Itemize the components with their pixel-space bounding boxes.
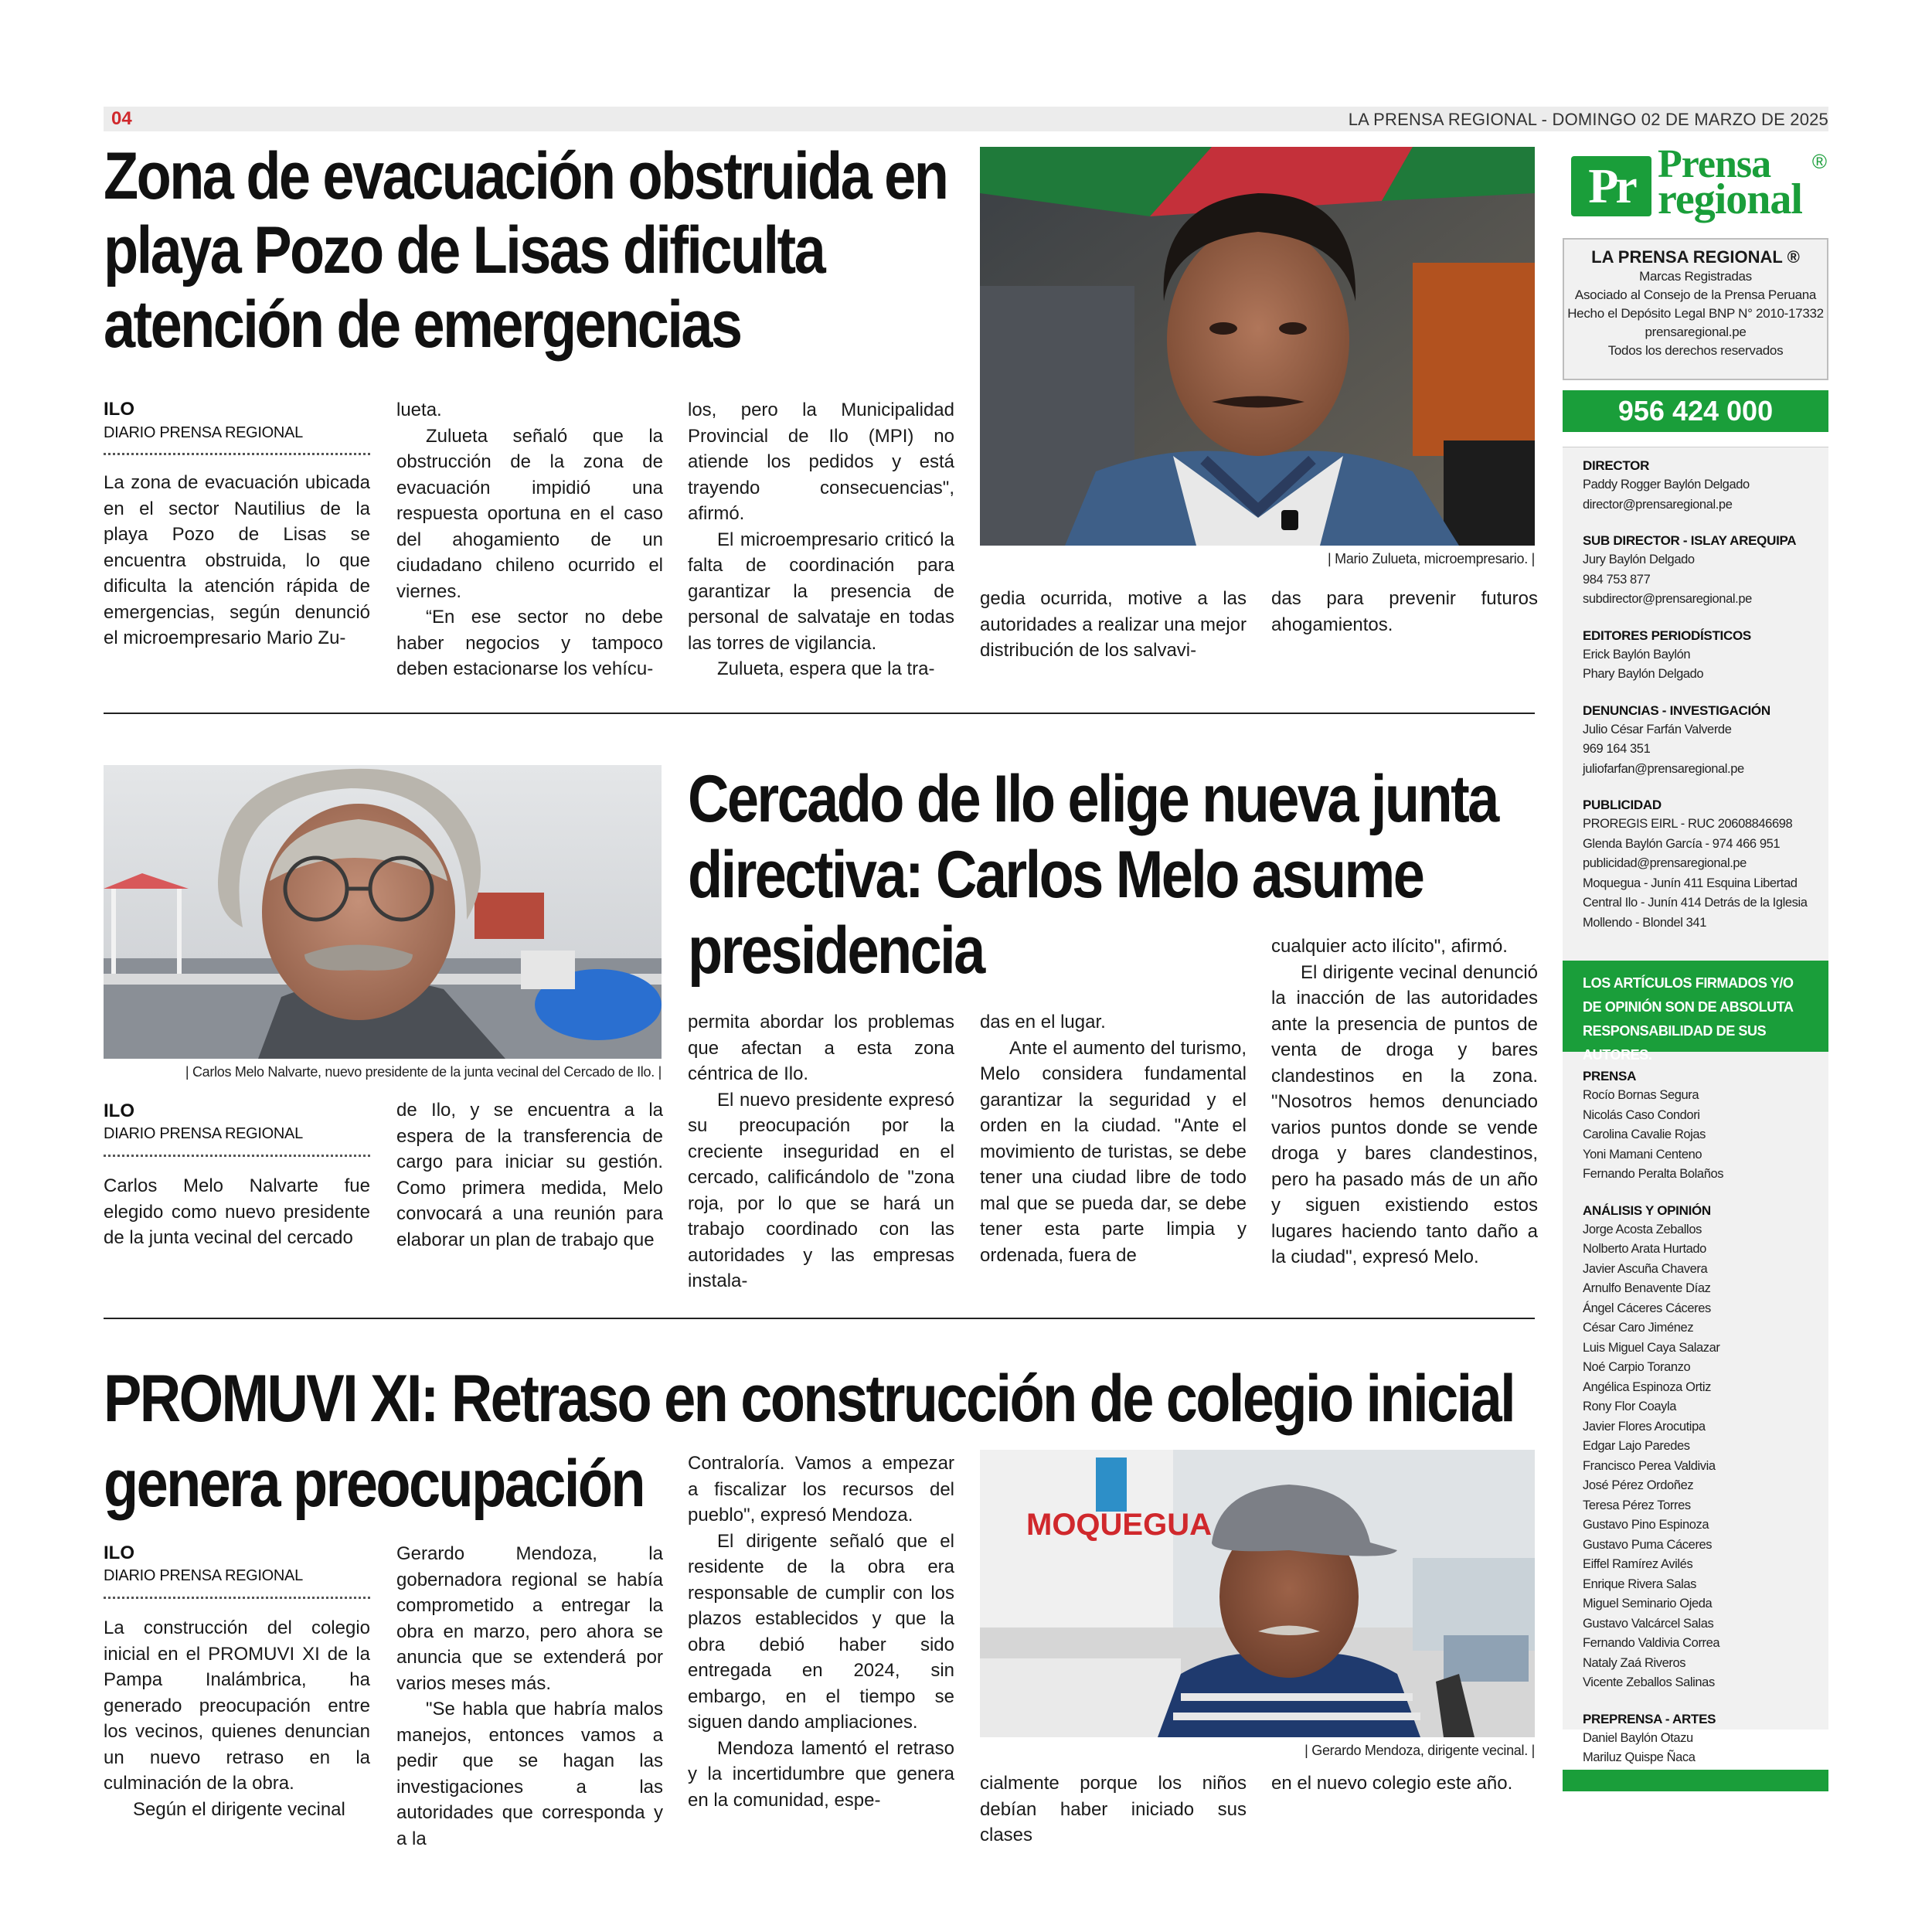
disclaimer-banner [1563, 961, 1828, 1063]
publication-date-line: LA PRENSA REGIONAL - DOMINGO 02 DE MARZO DE 2025 [1348, 110, 1828, 129]
staff-section [1583, 702, 1822, 780]
masthead-title [1564, 247, 1827, 267]
staff-line: César Caro Jiménez [1583, 1321, 1694, 1335]
sidebar-bottom-bar [1563, 1770, 1828, 1791]
body-paragraph: en el nuevo colegio este año. [1271, 1773, 1513, 1794]
body-paragraph: das en el lugar. [980, 1012, 1106, 1032]
staff-section [1583, 457, 1822, 515]
body-paragraph: lueta. [396, 400, 442, 420]
body-paragraph: Gerardo Mendoza, la gobernadora regional se había comprometido a entregar la obra en marzo, pero ahora se anuncia que se extenderá por varios meses más. [396, 1543, 663, 1694]
article2-column-3 [688, 1009, 954, 1294]
staff-line: Mollendo - Blondel 341 [1583, 915, 1706, 930]
carlos-melo-photo [104, 765, 662, 1059]
body-paragraph: Mendoza lamentó el retraso y la incertidumbre que genera en la comunidad, espe- [688, 1737, 954, 1811]
disclaimer-text: LOS ARTÍCULOS FIRMADOS Y/O DE OPINIÓN SON DE ABSOLUTA RESPONSABILIDAD DE SUS AUTORES. [1583, 975, 1794, 1063]
mario-zulueta-photo [980, 147, 1535, 546]
article2-location: ILO [104, 1100, 134, 1121]
article1-column-2 [396, 397, 663, 682]
staff-line: Noé Carpio Toranzo [1583, 1360, 1691, 1374]
article2-headline: Cercado de Ilo elige nueva junta directiva: Carlos Melo asume presidencia [688, 762, 1498, 988]
staff-line: Jury Baylón Delgado [1583, 553, 1695, 566]
body-paragraph: El dirigente señaló que el residente de la obra era responsable de cumplir con los plazos establecidos y que la obra debió haber sido entregada en 2024, sin embargo, en el tiempo se siguen dando ampliaciones. [688, 1530, 954, 1733]
article3-column-2 [396, 1541, 663, 1852]
staff-line: Javier Flores Arocutipa [1583, 1419, 1706, 1434]
prensa-regional-logo [1565, 142, 1828, 224]
article1-headline: Zona de evacuación obstruida en playa Pozo de Lisas dificulta atención de emergencias [104, 139, 947, 362]
staff-section-label: DENUNCIAS - INVESTIGACIÓN [1583, 702, 1770, 718]
registered-mark-icon: ® [1787, 247, 1800, 267]
staff-line: Gustavo Valcárcel Salas [1583, 1616, 1714, 1631]
body-paragraph: El nuevo presidente expresó su preocupación por la creciente inseguridad en el cercado, calificándolo de "zona roja, por lo que se hará un trabajo coordinado con las autoridades y las empresas instala- [688, 1089, 954, 1291]
staff-line: Javier Ascuña Chavera [1583, 1261, 1708, 1276]
staff-line: Carolina Cavalie Rojas [1583, 1128, 1706, 1141]
staff-line: Nataly Zaá Riveros [1583, 1655, 1686, 1670]
body-paragraph: los, pero la Municipalidad Provincial de Ilo (MPI) no atiende los pedidos y está trayendo consecuencias", afirmó. [688, 400, 954, 524]
staff-section [1583, 1202, 1822, 1693]
staff-line: publicidad@prensaregional.pe [1583, 856, 1747, 870]
staff-line: Erick Baylón Baylón [1583, 647, 1691, 662]
staff-line: Enrique Rivera Salas [1583, 1577, 1696, 1591]
staff-line: Moquegua - Junín 411 Esquina Libertad [1583, 876, 1798, 890]
staff-line: Gustavo Puma Cáceres [1583, 1537, 1713, 1552]
article3-column-5 [1271, 1770, 1538, 1797]
staff-line: Fernando Peralta Bolaños [1583, 1167, 1724, 1181]
info-line: Hecho el Depósito Legal BNP N° 2010-17332 [1567, 306, 1824, 321]
section-divider-1 [104, 713, 1535, 714]
info-line: Marcas Registradas [1639, 269, 1752, 284]
article3-photo-caption: | Gerardo Mendoza, dirigente vecinal. | [1304, 1743, 1535, 1758]
staff-line: Miguel Seminario Ojeda [1583, 1597, 1713, 1611]
article1-column-3 [688, 397, 954, 682]
staff-directory [1563, 447, 1828, 1764]
article3-headline-line1: PROMUVI XI: Retraso en construcción de colegio inicial [104, 1362, 1515, 1436]
staff-section [1583, 796, 1822, 933]
info-line: Asociado al Consejo de la Prensa Peruana [1574, 287, 1817, 302]
body-paragraph: "Se habla que habría malos manejos, entonces vamos a pedir que se hagan las investigaciones a las autoridades que corresponda y a la [396, 1699, 663, 1849]
info-line: Todos los derechos reservados [1607, 343, 1784, 358]
staff-line: Angélica Espinoza Ortiz [1583, 1379, 1711, 1394]
staff-line: José Pérez Ordoñez [1583, 1478, 1694, 1492]
body-paragraph: cialmente porque los niños debían haber iniciado sus clases [980, 1773, 1247, 1845]
body-paragraph: La zona de evacuación ubicada en el sector Nautilius de la playa Pozo de Lisas se encuentra obstruida, lo que dificulta la atención rápida de emergencias, según denunció el microempresario Mario Zu- [104, 472, 370, 648]
staff-section-label: PREPRENSA - ARTES [1583, 1711, 1716, 1726]
article2-photo [104, 765, 662, 1059]
staff-section-label: PUBLICIDAD [1583, 798, 1662, 812]
staff-line: Eiffel Ramírez Avilés [1583, 1557, 1693, 1571]
body-paragraph: El dirigente vecinal denunció la inacción de las autoridades ante la presencia de puntos de venta de droga y bares clandestinos en la zona. "Nosotros hemos denunciado varios puntos donde se vende droga y bares clandestinos, pero ha pasado más de un año y siguen existiendo estos lugares haciendo tanto daño a la ciudad", expresó Melo. [1271, 961, 1538, 1267]
article3-photo [980, 1450, 1535, 1737]
article1-source: DIARIO PRENSA REGIONAL [104, 424, 303, 441]
page-number: 04 [111, 108, 132, 129]
staff-line: Julio César Farfán Valverde [1583, 722, 1732, 736]
staff-section [1583, 627, 1822, 685]
staff-line: Vicente Zeballos Salinas [1583, 1675, 1715, 1689]
staff-line: Nicolás Caso Condori [1583, 1107, 1700, 1122]
article3-headline-line2: genera preocupación [104, 1447, 645, 1521]
staff-line: Francisco Perea Valdivia [1583, 1458, 1716, 1473]
body-paragraph: Ante el aumento del turismo, Melo considera fundamental garantizar la seguridad y el orden en la ciudad. "Ante el movimiento de turistas, se debe tener una ciudad libre de todo mal que se pueda dar, se debe tener esta parte limpia y ordenada, fuera de [980, 1037, 1247, 1266]
body-paragraph: permita abordar los problemas que afectan a esta zona céntrica de Ilo. [688, 1012, 954, 1084]
staff-line: Glenda Baylón García - 974 466 951 [1583, 836, 1781, 851]
article1-column-4 [980, 586, 1247, 664]
staff-sections-top [1583, 457, 1822, 950]
staff-line: Ángel Cáceres Cáceres [1583, 1301, 1711, 1315]
article2-source: DIARIO PRENSA REGIONAL [104, 1125, 303, 1142]
staff-section-label: DIRECTOR [1583, 458, 1650, 473]
body-paragraph: Carlos Melo Nalvarte fue elegido como nuevo presidente de la junta vecinal del cercado [104, 1175, 370, 1248]
body-paragraph: de Ilo, y se encuentra a la espera de la transferencia de cargo para iniciar su gestión. Como primera medida, Melo convocará a una reunión para elaborar un plan de trabajo que [396, 1100, 663, 1250]
article3-column-4 [980, 1770, 1247, 1849]
article2-dotted-rule [104, 1155, 370, 1157]
staff-line: Yoni Mamani Centeno [1583, 1147, 1702, 1162]
staff-line: Teresa Pérez Torres [1583, 1498, 1691, 1512]
article1-column-5 [1271, 586, 1538, 638]
staff-line: Rocío Bornas Segura [1583, 1088, 1699, 1102]
masthead-title-text: LA PRENSA REGIONAL [1591, 247, 1783, 267]
article2-column-5 [1271, 934, 1538, 1270]
article1-photo [980, 147, 1535, 546]
article3-location: ILO [104, 1543, 134, 1563]
website-text: prensaregional.pe [1645, 325, 1747, 339]
logo-wordmark-line1: Prensa [1658, 142, 1771, 186]
body-paragraph: Según el dirigente vecinal [133, 1798, 345, 1820]
staff-line: juliofarfan@prensaregional.pe [1583, 761, 1744, 776]
staff-line: Paddy Rogger Baylón Delgado [1583, 478, 1750, 492]
staff-section-label: EDITORES PERIODÍSTICOS [1583, 628, 1751, 643]
staff-line: Mariluz Quispe Ñaca [1583, 1750, 1696, 1764]
section-divider-2 [104, 1318, 1535, 1319]
staff-section [1583, 1067, 1822, 1185]
body-paragraph: gedia ocurrida, motive a las autoridades a realizar una mejor distribución de los salvavi- [980, 588, 1247, 661]
staff-sections-bottom [1583, 1067, 1822, 1804]
staff-line: Gustavo Pino Espinoza [1583, 1518, 1709, 1532]
body-paragraph: Contraloría. Vamos a empezar a fiscalizar los recursos del pueblo", expresó Mendoza. [688, 1453, 954, 1526]
article3-dotted-rule [104, 1597, 370, 1599]
staff-line: PROREGIS EIRL - RUC 20608846698 [1583, 817, 1793, 831]
staff-line: Jorge Acosta Zeballos [1583, 1222, 1702, 1236]
staff-line: subdirector@prensaregional.pe [1583, 592, 1752, 606]
body-paragraph: das para prevenir futuros ahogamientos. [1271, 588, 1538, 635]
staff-section-label: ANÁLISIS Y OPINIÓN [1583, 1202, 1711, 1218]
staff-line: 969 164 351 [1583, 742, 1651, 756]
article3-column-1 [104, 1615, 370, 1822]
phone-number-banner: 956 424 000 [1563, 390, 1828, 432]
staff-section-label: SUB DIRECTOR - ISLAY AREQUIPA [1583, 533, 1797, 548]
staff-section [1583, 532, 1822, 610]
staff-line: Phary Baylón Delgado [1583, 667, 1704, 681]
staff-section-label: PRENSA [1583, 1069, 1637, 1083]
staff-line: Rony Flor Coayla [1583, 1400, 1677, 1413]
article2-column-4 [980, 1009, 1247, 1268]
article3-column-3 [688, 1451, 954, 1813]
body-paragraph: Zulueta, espera que la tra- [717, 658, 935, 679]
staff-line: Nolberto Arata Hurtado [1583, 1242, 1706, 1256]
article2-photo-caption: | Carlos Melo Nalvarte, nuevo presidente de la junta vecinal del Cercado de Ilo. | [185, 1064, 662, 1080]
staff-line: Luis Miguel Caya Salazar [1583, 1340, 1720, 1355]
article1-location: ILO [104, 399, 134, 420]
body-paragraph: Zulueta señaló que la obstrucción de la zona de evacuación impidió una respuesta oportuna en el caso del ahogamiento de un ciudadano chileno ocurrido el viernes. [396, 425, 663, 602]
logo-badge: Pr [1571, 156, 1651, 216]
moquegua-sign-text: MOQUEGUA [1026, 1508, 1212, 1542]
logo-wordmark-line2: regional [1658, 175, 1802, 223]
staff-line: Central Ilo - Junín 414 Detrás de la Iglesia [1583, 896, 1808, 910]
body-paragraph: El microempresario criticó la falta de coordinación para garantizar la presencia de personal de salvataje en todas las torres de vigilancia. [688, 529, 954, 654]
staff-line: Fernando Valdivia Correa [1583, 1636, 1720, 1650]
staff-line: 984 753 877 [1583, 572, 1651, 587]
staff-line: Edgar Lajo Paredes [1583, 1439, 1690, 1453]
body-paragraph: cualquier acto ilícito", afirmó. [1271, 936, 1508, 957]
article3-source: DIARIO PRENSA REGIONAL [104, 1567, 303, 1584]
staff-line: director@prensaregional.pe [1583, 497, 1733, 512]
staff-line: Daniel Baylón Otazu [1583, 1730, 1693, 1745]
registered-mark-icon: ® [1811, 150, 1827, 173]
body-paragraph: La construcción del colegio inicial en el PROMUVI XI de la Pampa Inalámbrica, ha generado preocupación entre los vecinos, quienes denuncian un nuevo retraso en la culminación de la obra. [104, 1617, 370, 1794]
staff-line: Arnulfo Benavente Díaz [1583, 1281, 1711, 1295]
body-paragraph: “En ese sector no debe haber negocios y tampoco deben estacionarse los vehícu- [396, 607, 663, 679]
article2-column-2 [396, 1097, 663, 1253]
article1-dotted-rule [104, 453, 370, 455]
article2-column-1 [104, 1173, 370, 1251]
masthead-info-box [1563, 238, 1828, 380]
gerardo-mendoza-photo [980, 1450, 1535, 1737]
article1-column-1 [104, 470, 370, 651]
article1-photo-caption: | Mario Zulueta, microempresario. | [1328, 551, 1535, 566]
